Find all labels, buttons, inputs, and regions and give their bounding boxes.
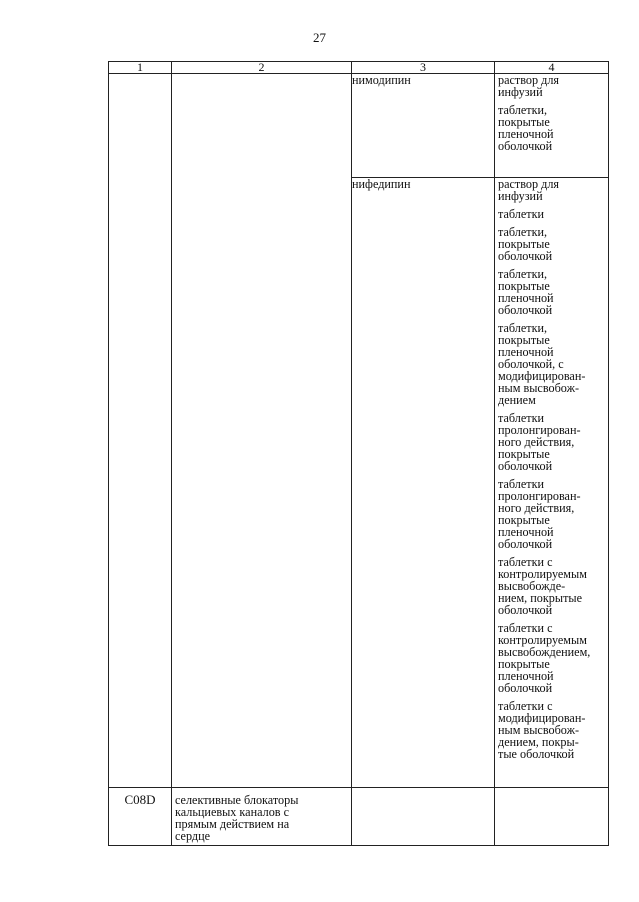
dosage-form: таблетки, покрытые пленочной оболочкой: [498, 103, 554, 153]
column-header-3: 3: [352, 62, 495, 74]
column-header-1: 1: [109, 62, 172, 74]
drug-name-empty: [352, 788, 495, 846]
dosage-forms-empty: [495, 788, 609, 846]
dosage-form: таблетки, покрытые оболочкой: [498, 225, 553, 263]
table-row: [109, 74, 609, 178]
dosage-form: таблетки с модифицирован- ным высвобож- дением, покры- тые оболочкой: [498, 699, 586, 761]
dosage-forms: [495, 178, 609, 788]
atc-code: C08D: [109, 788, 172, 846]
drug-table: [108, 61, 609, 846]
code-cell-empty: [109, 74, 172, 788]
table-row: [109, 788, 609, 846]
column-header-4: 4: [495, 62, 609, 74]
dosage-form: раствор для инфузий: [498, 73, 560, 99]
page-number: 27: [313, 30, 326, 45]
drug-name: нимодипин: [352, 74, 495, 178]
dosage-forms: [495, 74, 609, 178]
dosage-form: таблетки, покрытые пленочной оболочкой, с модифицирован- ным высвобож- дением: [498, 321, 586, 407]
drug-name: нифедипин: [352, 178, 495, 788]
dosage-form: раствор для инфузий: [498, 177, 560, 203]
group-name: селективные блокаторы кальциевых каналов с прямым действием на сердце: [172, 788, 352, 846]
dosage-form: таблетки с контролируемым высвобожде- нием, покрытые оболочкой: [498, 555, 587, 617]
header-row: [109, 62, 609, 74]
dosage-form: таблетки пролонгирован- ного действия, покрытые оболочкой: [498, 411, 581, 473]
dosage-form: таблетки: [498, 207, 545, 221]
dosage-form: таблетки пролонгирован- ного действия, покрытые пленочной оболочкой: [498, 477, 581, 551]
group-cell-empty: [172, 74, 352, 788]
dosage-form: таблетки, покрытые пленочной оболочкой: [498, 267, 554, 317]
column-header-2: 2: [172, 62, 352, 74]
dosage-form: таблетки с контролируемым высвобождением, покрытые пленочной оболочкой: [498, 621, 591, 695]
